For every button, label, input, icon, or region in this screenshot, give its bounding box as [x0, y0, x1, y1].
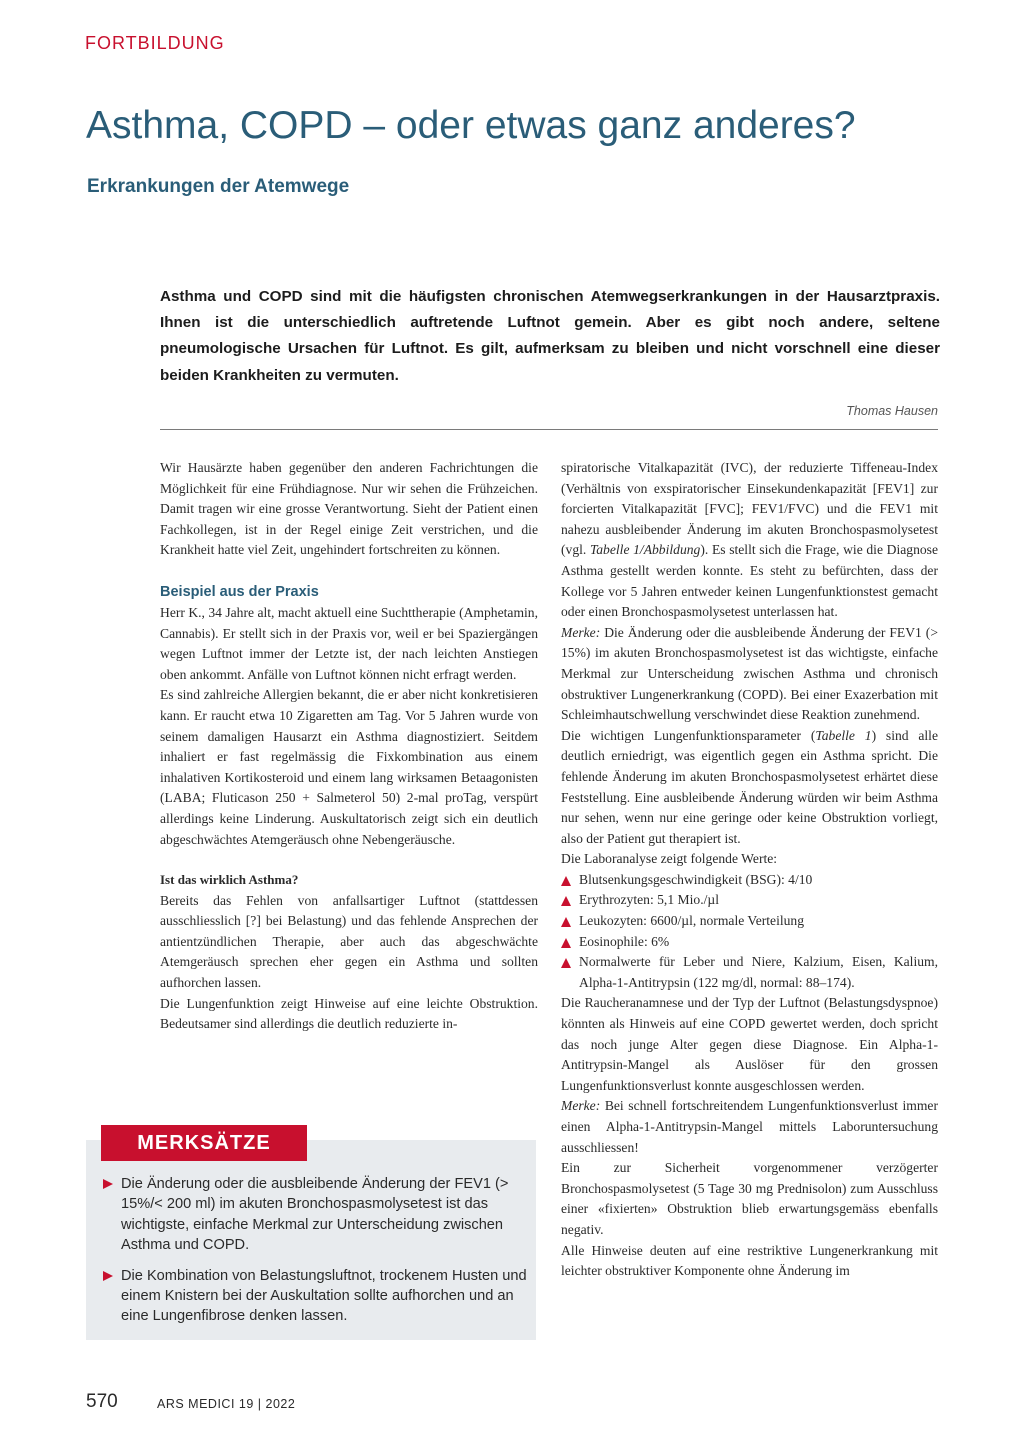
question-paragraph-1: Bereits das Fehlen von anfallsartiger Luftnot (stattdessen ausschliesslich [?] bei Belastung) und das fehlende Ansprechen der antientzündlichen Therapie, aber auch das abgeschwächte Atemgeräusch sprechen eher gegen ein Asthma und sollten aufhorchen lassen. [160, 892, 538, 991]
triangle-bullet-icon [561, 938, 571, 948]
section-label: FORTBILDUNG [85, 33, 225, 53]
list-item: Die Kombination von Belastungsluftnot, trockenem Husten und einem Knistern bei der Auskultation sollte aufhorchen und an eine Lungenfibrose denken lassen. [103, 1266, 527, 1327]
example-paragraph-1: Herr K., 34 Jahre alt, macht aktuell eine Suchttherapie (Amphetamin, Cannabis). Er stellt sich in der Praxis vor, weil er bei Spaziergängen wegen Luftnot immer der Letzte ist, der nach leichten Anstiegen oben ankommt. Anfälle von Luftnot können nicht erfragt werden. [160, 604, 538, 682]
lab-intro: Die Laboranalyse zeigt folgende Werte: [561, 851, 778, 867]
author-name: Thomas Hausen [846, 404, 938, 418]
heading-question: Ist das wirklich Asthma? [160, 872, 299, 888]
list-item: Eosinophile: 6% [561, 932, 938, 953]
smoker-paragraph: Die Raucheranamnese und der Typ der Luftnot (Belastungsdyspnoe) könnten als Hinweis auf eine COPD gewertet werden, doch spricht das noch junge Alter gegen diese Diagnose. Ein Alpha-1-Antitrypsin-Mangel als Auslöser für den grossen Lungenfunktionsverlust konnte ausgeschlossen werden. [561, 995, 938, 1093]
lab-values-list [561, 870, 938, 994]
list-item: Erythrozyten: 5,1 Mio./µl [561, 890, 938, 911]
journal-name: ARS MEDICI 19 | 2022 [157, 1397, 296, 1411]
question-paragraph-2: Die Lungenfunktion zeigt Hinweise auf eine leichte Obstruktion. Bedeutsamer sind allerdings die deutlich reduzierte in- [160, 995, 538, 1032]
arrow-bullet-icon [103, 1271, 113, 1281]
example-paragraph-2: Es sind zahlreiche Allergien bekannt, die er aber nicht konkretisieren kann. Er raucht etwa 10 Zigaretten am Tag. Vor 5 Jahren wurde von seinem damaligen Hausarzt ein Asthma diagnostiziert. Seitdem inhaliert er fast regelmässig die Fixkombination aus einem inhalativen Kortikosteroid und einem lang wirksamen Betaagonisten (LABA; Fluticason 250 + Salmeterol 50) 2-mal proTag, verspürt allerdings keine Linderung. Auskultatorisch zeigt sich ein deutlich abgeschwächtes Atemgeräusch ohne Nebengeräusche. [160, 687, 538, 847]
page-number: 570 [86, 1391, 118, 1412]
table-reference: Tabelle 1/Abbildung [589, 542, 701, 558]
lead-paragraph: Asthma und COPD sind mit die häufigsten chronischen Atemwegserkrankungen in der Hausarztpraxis. Ihnen ist die unterschiedlich auftretende Luftnot gemein. Aber es gibt noch andere, seltene pneumologische Ursachen für Luftnot. Es gilt, aufmerksam zu bleiben und nicht vorschnell eine dieser beiden Krankheiten zu vermuten. [160, 288, 940, 384]
merke-paragraph-2: Merke: Bei schnell fortschreitendem Lungenfunktionsverlust immer einen Alpha-1-Antitrypsin-Mangel mittels Laboruntersuchung ausschliessen! [561, 1098, 938, 1155]
merksaetze-list [103, 1174, 527, 1337]
article-title: Asthma, COPD – oder etwas ganz anderes? [86, 104, 856, 147]
conclusion-paragraph: Alle Hinweise deuten auf eine restriktive Lungenerkrankung mit leichter obstruktiver Komponente ohne Änderung im [561, 1242, 938, 1279]
arrow-bullet-icon [103, 1179, 113, 1189]
delayed-test-paragraph: Ein zur Sicherheit vorgenommener verzögerter Bronchospasmolysetest (5 Tage 30 mg Prednisolon) zum Ausschluss einer «fixierten» Obstruktion blieb erwartungsgemäss ebenfalls negativ. [561, 1160, 938, 1237]
heading-example: Beispiel aus der Praxis [160, 583, 319, 600]
list-item: Normalwerte für Leber und Niere, Kalzium, Eisen, Kalium, Alpha-1-Antitrypsin (122 mg/dl, normal: 88–174). [561, 952, 938, 993]
article-subtitle: Erkrankungen der Atemwege [87, 176, 350, 197]
divider [160, 429, 938, 430]
parameters-paragraph: Die wichtigen Lungenfunktionsparameter (Tabelle 1) sind alle deutlich erniedrigt, was eigentlich gegen ein Asthma spricht. Die fehlende Änderung im akuten Bronchospasmolysetest erhärtet diese Feststellung. Eine ausbleibende Änderung würden wir beim Asthma nur sehen, wenn nur eine geringe oder keine Obstruktion vorliegt, also der Patient gut therapiert ist. [561, 727, 938, 846]
merke-label: Merke: [561, 624, 601, 640]
lung-function-paragraph: spiratorische Vitalkapazität (IVC), der reduzierte Tiffeneau-Index (Verhältnis von exspiratorischer Einsekundenkapazität [FEV1] zur forcierten Vitalkapazität [FVC]; FEV1/FVC) und die FEV1 mit nahezu ausbleibender Änderung im akuten Bronchospasmolysetest (vgl. Tabelle 1/Abbildung). Es stellt sich die Frage, wie die Diagnose Asthma gestellt werden konnte. Es steht zu befürchten, dass der Kollege vor 5 Jahren entweder keinen Lungenfunktionstest gemacht oder einen Bronchospasmolysetest unterlassen hat. [561, 460, 938, 620]
list-item: Leukozyten: 6600/µl, normale Verteilung [561, 911, 938, 932]
right-column [561, 458, 938, 1282]
merke-label: Merke: [561, 1098, 601, 1114]
intro-paragraph: Wir Hausärzte haben gegenüber den anderen Fachrichtungen die Möglichkeit für eine Frühdiagnose. Nur wir sehen die Frühzeichen. Damit tragen wir eine grosse Verantwortung. Sieht der Patient einen Fachkollegen, ist in der Regel einige Zeit verstrichen, und die Krankheit hatte viel Zeit, ungehindert fortschreiten zu können. [160, 460, 538, 558]
triangle-bullet-icon [561, 876, 571, 886]
table-reference: Tabelle 1 [815, 727, 872, 743]
triangle-bullet-icon [561, 958, 571, 968]
merke-paragraph-1: Merke: Die Änderung oder die ausbleibende Änderung der FEV1 (> 15%) im akuten Bronchospasmolysetest ist das wichtigste, einfache Merkmal zur Unterscheidung zwischen Asthma und chronisch obstruktiver Lungenerkrankung (COPD). Bei einer Exazerbation mit Schleimhautschwellung verschwindet diese Reaktion zunehmend. [561, 624, 938, 723]
merksaetze-title: MERKSÄTZE [101, 1125, 307, 1161]
triangle-bullet-icon [561, 896, 571, 906]
left-column [160, 458, 538, 1035]
list-item: Blutsenkungsgeschwindigkeit (BSG): 4/10 [561, 870, 938, 891]
triangle-bullet-icon [561, 917, 571, 927]
list-item: Die Änderung oder die ausbleibende Änderung der FEV1 (> 15%/< 200 ml) im akuten Bronchospasmolysetest ist das wichtigste, einfache Merkmal zur Unterscheidung zwischen Asthma und COPD. [103, 1174, 527, 1256]
